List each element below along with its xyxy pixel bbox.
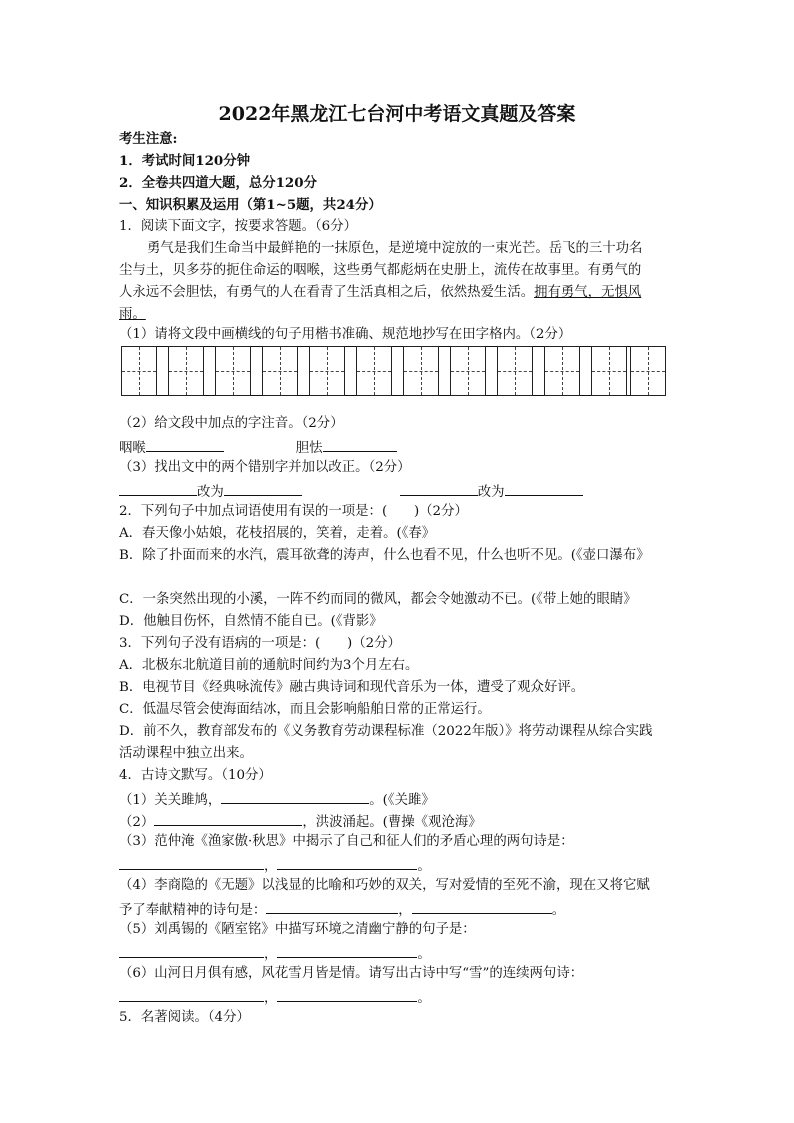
grid-cell[interactable] (215, 346, 251, 396)
option: A．北极东北航道目前的通航时间约为3个月左右。 (119, 658, 419, 673)
option: C．低温尽管会使海面结冰，而且会影响船舶日常的正常运行。 (119, 702, 491, 717)
poem-source: 。(《关雎》 (369, 793, 435, 808)
answer-blank[interactable] (146, 437, 224, 452)
answer-blank[interactable] (400, 481, 478, 496)
question-stem: 4．古诗文默写。（10分） (119, 768, 272, 783)
punctuation: 。 (417, 991, 431, 1006)
question-stem: 5．名著阅读。（4分） (119, 1010, 250, 1025)
answer-blank[interactable] (221, 789, 369, 804)
answer-line (119, 899, 565, 920)
answer-line (119, 855, 431, 876)
grid-cell[interactable] (403, 346, 439, 396)
grid-cell[interactable] (168, 346, 204, 396)
poem-text: （1）关关雎鸠， (119, 793, 222, 808)
grid-cell[interactable] (262, 346, 298, 396)
punctuation: ， (398, 903, 412, 918)
poem-source: ，洪波涌起。(曹操《观沧海》 (302, 815, 482, 830)
notice-item: 1．考试时间120分钟 (119, 153, 251, 169)
word-label: 胆怯 (295, 441, 323, 456)
answer-blank[interactable] (119, 943, 264, 958)
grid-cell[interactable] (121, 346, 157, 396)
answer-blank[interactable] (412, 899, 552, 914)
poem-line (119, 811, 482, 832)
grid-cell[interactable] (630, 346, 666, 396)
question-stem: 2．下列句子中加点词语使用有误的一项是：( )（2分） (119, 504, 468, 519)
answer-blank[interactable] (224, 481, 302, 496)
answer-line (119, 943, 431, 964)
grid-cell[interactable] (544, 346, 580, 396)
punctuation: ， (264, 947, 278, 962)
correction-label: 改为 (477, 485, 505, 500)
notice-heading: 考生注意: (119, 131, 178, 147)
grid-cell[interactable] (309, 346, 345, 396)
option-continued: 活动课程中独立出来。 (119, 746, 253, 761)
punctuation: 。 (551, 903, 566, 918)
answer-blank[interactable] (154, 811, 302, 826)
notice-item: 2．全卷共四道大题，总分120分 (119, 175, 317, 191)
sub-question: （3）找出文中的两个错别字并加以改正。（2分） (119, 460, 411, 475)
punctuation: 。 (417, 859, 431, 874)
answer-blank[interactable] (266, 899, 398, 914)
pinyin-line (119, 437, 397, 458)
answer-blank[interactable] (323, 437, 397, 452)
option: D．前不久，教育部发布的《义务教育劳动课程标准（2022年版）》将劳动课程从综合实践 (119, 724, 653, 739)
word-label: 咽喉 (119, 441, 146, 456)
option: B．除了扑面而来的水汽，震耳欲聋的涛声，什么也看不见，什么也听不见。(《壶口瀑布》 (119, 548, 650, 563)
poem-line (119, 789, 435, 810)
option: D．他触目伤怀，自然情不能自已。(《背影》 (119, 614, 383, 629)
grid-cell[interactable] (497, 346, 533, 396)
sub-question: （6）山河日月俱有感，风花雪月皆是情。请写出古诗中写“雪”的连续两句诗： (119, 966, 584, 981)
answer-blank[interactable] (119, 481, 197, 496)
punctuation: ， (264, 991, 278, 1006)
correction-line (119, 481, 583, 502)
section-heading: 一、知识积累及运用（第1~5题，共24分） (119, 197, 382, 213)
grid-cell[interactable] (356, 346, 392, 396)
question-stem: 1．阅读下面文字，按要求答题。（6分） (119, 219, 357, 234)
passage-line: 尘与土，贝多芬的扼住命运的咽喉，这些勇气都彪炳在史册上，流传在故事里。有勇气的 (119, 263, 642, 278)
answer-blank[interactable] (277, 987, 417, 1002)
poem-text: （2） (119, 815, 155, 830)
passage-line (119, 284, 641, 302)
answer-blank[interactable] (119, 987, 264, 1002)
punctuation: 。 (417, 947, 431, 962)
option: C．一条突然出现的小溪，一阵不约而同的微风，都会令她激动不已。(《带上她的眼睛》 (119, 592, 637, 607)
page-title: 2022年黑龙江七台河中考语文真题及答案 (218, 103, 576, 125)
punctuation: ， (264, 859, 278, 874)
passage-text: 人永远不会胆怯，有勇气的人在看青了生活真相之后，依然热爱生活。 (119, 285, 535, 300)
passage-line: 勇气是我们生命当中最鲜艳的一抹原色，是逆境中淀放的一束光芒。岳飞的三十功名 (147, 241, 643, 256)
underlined-sentence-end: 雨。 (119, 307, 146, 322)
grid-cell[interactable] (450, 346, 486, 396)
sub-question: （4）李商隐的《无题》以浅显的比喻和巧妙的双关，写对爱情的至死不渝，现在又将它赋 (119, 878, 650, 893)
option: A．春天像小姑娘，花枝招展的，笑着，走着。(《春》 (119, 526, 436, 541)
answer-line (119, 987, 431, 1008)
answer-blank[interactable] (505, 481, 583, 496)
answer-blank[interactable] (277, 855, 417, 870)
underlined-sentence: 拥有勇气，无惧风 (534, 285, 642, 300)
sub-question: （3）范仲淹《渔家傲·秋思》中揭示了自己和征人们的矛盾心理的两句诗是： (119, 834, 574, 849)
tian-zi-grid[interactable] (121, 346, 671, 400)
sub-question: （1）请将文段中画横线的句子用楷书准确、规范地抄写在田字格内。（2分） (119, 327, 572, 342)
correction-label: 改为 (197, 485, 224, 500)
grid-cell[interactable] (591, 346, 627, 396)
sub-question: （5）刘禹锡的《陋室铭》中描写环境之清幽宁静的句子是： (119, 922, 476, 937)
option: B．电视节目《经典咏流传》融古典诗词和现代音乐为一体，遭受了观众好评。 (119, 680, 585, 695)
question-stem: 3．下列句子没有语病的一项是：( )（2分） (119, 636, 401, 651)
prompt-text: 予了奉献精神的诗句是： (119, 903, 267, 918)
answer-blank[interactable] (277, 943, 417, 958)
sub-question: （2）给文段中加点的字注音。（2分） (119, 416, 344, 431)
answer-blank[interactable] (119, 855, 264, 870)
